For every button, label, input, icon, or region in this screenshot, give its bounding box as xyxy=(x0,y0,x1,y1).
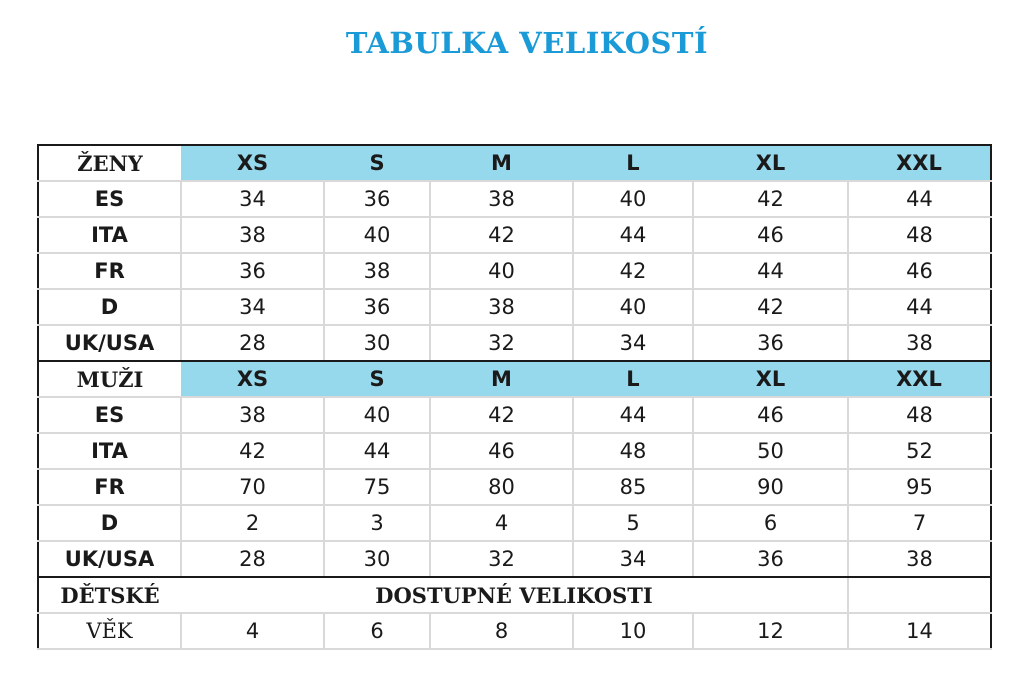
size-cell: 3 xyxy=(324,505,430,541)
size-header-xs: XS xyxy=(181,145,324,181)
size-header-xs: XS xyxy=(181,361,324,397)
size-header-m: M xyxy=(430,361,573,397)
available-sizes-label: DOSTUPNÉ VELIKOSTI xyxy=(181,577,848,613)
table-row xyxy=(38,217,991,253)
size-cell: 38 xyxy=(848,325,991,361)
size-header-l: L xyxy=(573,361,693,397)
size-cell: 34 xyxy=(181,181,324,217)
women-header-row xyxy=(38,145,991,181)
row-label: UK/USA xyxy=(38,325,181,361)
row-label: ITA xyxy=(38,217,181,253)
table-row xyxy=(38,541,991,577)
size-cell: 46 xyxy=(693,397,848,433)
size-cell: 36 xyxy=(693,325,848,361)
table-row xyxy=(38,181,991,217)
table-row xyxy=(38,253,991,289)
size-cell: 42 xyxy=(693,181,848,217)
table-row xyxy=(38,325,991,361)
size-header-xl: XL xyxy=(693,145,848,181)
size-cell: 34 xyxy=(181,289,324,325)
age-label: VĚK xyxy=(38,613,181,649)
size-cell: 70 xyxy=(181,469,324,505)
size-header-xl: XL xyxy=(693,361,848,397)
page-title: TABULKA VELIKOSTÍ xyxy=(345,26,709,60)
size-header-s: S xyxy=(324,361,430,397)
size-cell: 44 xyxy=(848,289,991,325)
size-cell: 5 xyxy=(573,505,693,541)
size-cell: 44 xyxy=(324,433,430,469)
row-label: ES xyxy=(38,181,181,217)
size-cell: 75 xyxy=(324,469,430,505)
size-cell: 40 xyxy=(573,181,693,217)
size-cell: 40 xyxy=(324,217,430,253)
men-section-label: MUŽI xyxy=(38,361,181,397)
size-cell: 42 xyxy=(693,289,848,325)
table-row xyxy=(38,433,991,469)
kids-header-row xyxy=(38,577,991,613)
size-cell: 95 xyxy=(848,469,991,505)
size-cell: 40 xyxy=(430,253,573,289)
size-cell: 2 xyxy=(181,505,324,541)
size-cell: 38 xyxy=(181,217,324,253)
size-cell: 80 xyxy=(430,469,573,505)
row-label: FR xyxy=(38,469,181,505)
size-header-xxl: XXL xyxy=(848,145,991,181)
empty-cell xyxy=(848,577,991,613)
size-cell: 46 xyxy=(848,253,991,289)
age-cell: 10 xyxy=(573,613,693,649)
size-cell: 32 xyxy=(430,541,573,577)
kids-section-label: DĚTSKÉ xyxy=(38,577,181,613)
size-cell: 42 xyxy=(430,217,573,253)
size-cell: 85 xyxy=(573,469,693,505)
kids-age-row xyxy=(38,613,991,649)
size-header-s: S xyxy=(324,145,430,181)
size-cell: 44 xyxy=(573,217,693,253)
table-row xyxy=(38,289,991,325)
row-label: D xyxy=(38,289,181,325)
size-cell: 30 xyxy=(324,541,430,577)
size-cell: 38 xyxy=(324,253,430,289)
size-cell: 48 xyxy=(848,217,991,253)
row-label: D xyxy=(38,505,181,541)
size-cell: 7 xyxy=(848,505,991,541)
table-row xyxy=(38,505,991,541)
row-label: ITA xyxy=(38,433,181,469)
size-cell: 52 xyxy=(848,433,991,469)
age-cell: 12 xyxy=(693,613,848,649)
size-cell: 44 xyxy=(848,181,991,217)
size-cell: 36 xyxy=(693,541,848,577)
age-cell: 6 xyxy=(324,613,430,649)
size-cell: 36 xyxy=(324,289,430,325)
size-cell: 42 xyxy=(181,433,324,469)
size-chart-table xyxy=(37,144,992,650)
size-cell: 44 xyxy=(573,397,693,433)
size-cell: 40 xyxy=(324,397,430,433)
size-cell: 34 xyxy=(573,541,693,577)
size-cell: 34 xyxy=(573,325,693,361)
size-cell: 36 xyxy=(181,253,324,289)
size-cell: 48 xyxy=(573,433,693,469)
size-cell: 28 xyxy=(181,541,324,577)
age-cell: 4 xyxy=(181,613,324,649)
size-cell: 28 xyxy=(181,325,324,361)
age-cell: 8 xyxy=(430,613,573,649)
size-cell: 38 xyxy=(848,541,991,577)
men-header-row xyxy=(38,361,991,397)
size-cell: 90 xyxy=(693,469,848,505)
size-cell: 38 xyxy=(181,397,324,433)
size-cell: 48 xyxy=(848,397,991,433)
size-cell: 46 xyxy=(693,217,848,253)
table-row xyxy=(38,469,991,505)
size-cell: 46 xyxy=(430,433,573,469)
size-header-xxl: XXL xyxy=(848,361,991,397)
size-cell: 42 xyxy=(430,397,573,433)
table-row xyxy=(38,397,991,433)
size-cell: 40 xyxy=(573,289,693,325)
row-label: FR xyxy=(38,253,181,289)
size-cell: 38 xyxy=(430,289,573,325)
row-label: ES xyxy=(38,397,181,433)
size-cell: 6 xyxy=(693,505,848,541)
row-label: UK/USA xyxy=(38,541,181,577)
size-cell: 4 xyxy=(430,505,573,541)
size-cell: 32 xyxy=(430,325,573,361)
size-cell: 42 xyxy=(573,253,693,289)
size-cell: 44 xyxy=(693,253,848,289)
size-cell: 50 xyxy=(693,433,848,469)
size-cell: 36 xyxy=(324,181,430,217)
size-cell: 38 xyxy=(430,181,573,217)
size-cell: 30 xyxy=(324,325,430,361)
size-header-m: M xyxy=(430,145,573,181)
women-section-label: ŽENY xyxy=(38,145,181,181)
age-cell: 14 xyxy=(848,613,991,649)
size-header-l: L xyxy=(573,145,693,181)
